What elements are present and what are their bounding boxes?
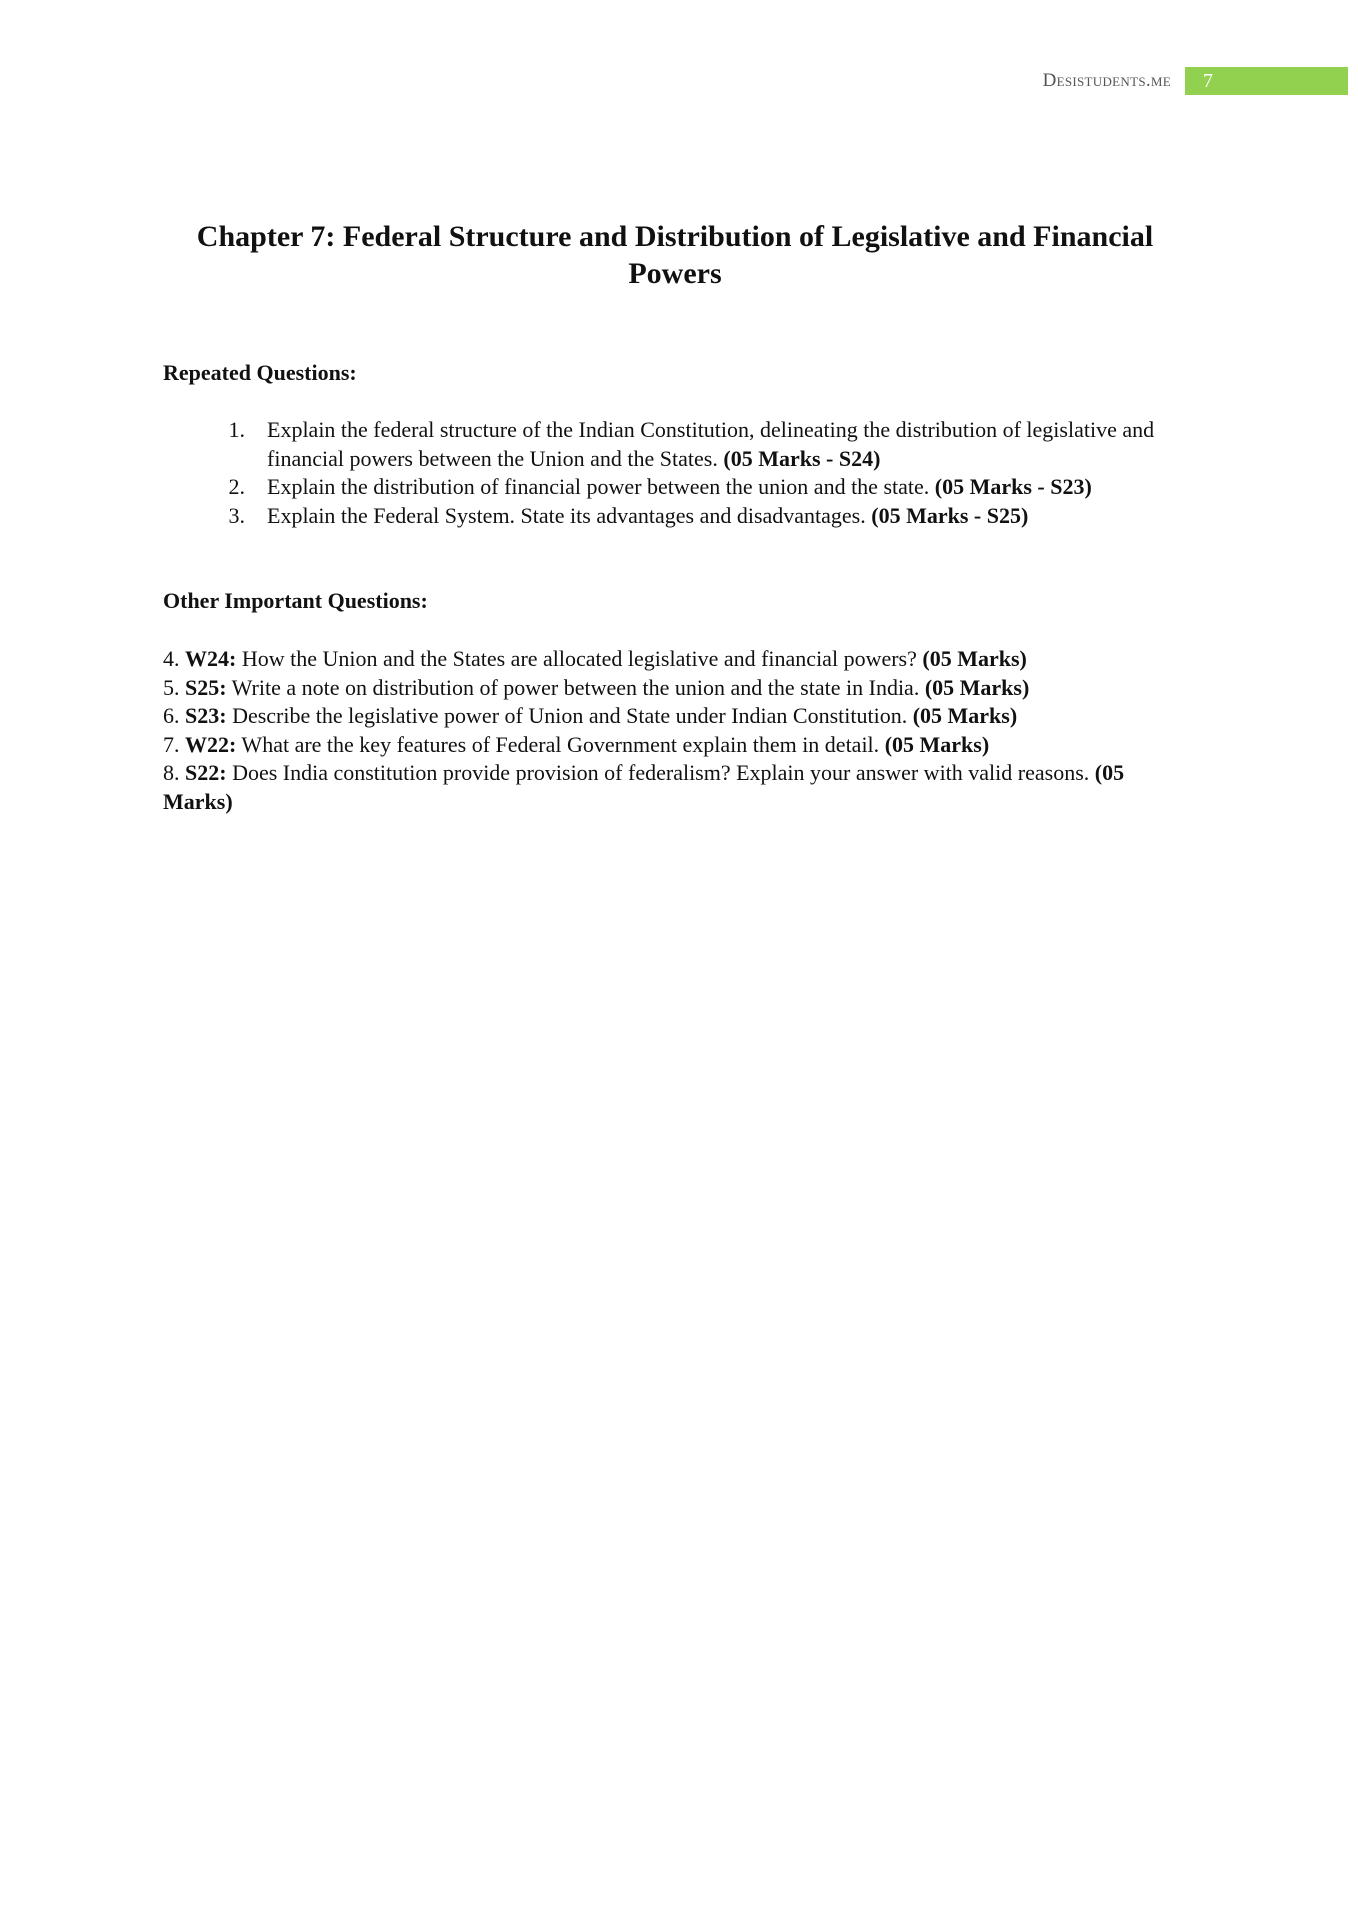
list-item xyxy=(163,473,1193,502)
question-text: Does India constitution provide provision of federalism? Explain your answer with valid reasons. xyxy=(226,760,1095,785)
list-item xyxy=(163,759,1173,816)
list-item xyxy=(163,674,1173,703)
marks-label: (05 Marks) xyxy=(922,646,1027,671)
page-header xyxy=(1043,67,1348,95)
other-questions-heading: Other Important Questions: xyxy=(163,588,428,613)
list-item xyxy=(163,416,1193,473)
item-number: 1. xyxy=(228,417,245,442)
exam-code: W24: xyxy=(185,646,237,671)
question-text: Describe the legislative power of Union and State under Indian Constitution. xyxy=(226,703,913,728)
marks-label: (05 Marks) xyxy=(912,703,1018,728)
site-name: Desistudents.me xyxy=(1042,70,1171,91)
question-text: Explain the Federal System. State its advantages and disadvantages. xyxy=(267,502,872,528)
question-text: What are the key features of Federal Government explain them in detail. xyxy=(236,731,885,757)
chapter-title: Chapter 7: Federal Structure and Distribution of Legislative and Financial Powers xyxy=(196,220,1154,290)
other-questions-list xyxy=(163,645,1173,816)
item-number: 3. xyxy=(228,502,245,528)
exam-code: S25: xyxy=(185,674,227,700)
marks-label: (05 Marks - S24) xyxy=(723,445,881,471)
page-number: 7 xyxy=(1185,67,1348,95)
repeated-questions-list xyxy=(163,416,1193,530)
question-text: How the Union and the States are allocated legislative and financial powers? xyxy=(236,646,923,671)
question-text: Explain the distribution of financial power between the union and the state. xyxy=(267,474,935,499)
exam-code: W22: xyxy=(185,731,237,757)
list-item xyxy=(163,702,1173,731)
list-item xyxy=(163,731,1173,760)
repeated-questions-heading: Repeated Questions: xyxy=(163,360,357,385)
item-number: 6. xyxy=(163,703,185,728)
item-number: 2. xyxy=(228,474,245,499)
item-number: 8. xyxy=(163,760,185,785)
question-text: Write a note on distribution of power between the union and the state in India. xyxy=(226,674,925,700)
item-number: 7. xyxy=(163,731,185,757)
exam-code: S22: xyxy=(185,760,227,785)
exam-code: S23: xyxy=(185,703,227,728)
marks-label: (05 Marks - S23) xyxy=(934,474,1092,499)
marks-label: (05 Marks) xyxy=(163,760,1125,814)
question-text: Explain the federal structure of the Indian Constitution, delineating the distribution of legislative and financial powers between the Union and the States. xyxy=(267,417,1155,471)
item-number: 4. xyxy=(163,646,185,671)
marks-label: (05 Marks - S25) xyxy=(871,502,1029,528)
list-item xyxy=(163,645,1173,674)
marks-label: (05 Marks) xyxy=(884,731,990,757)
marks-label: (05 Marks) xyxy=(924,674,1030,700)
list-item xyxy=(163,502,1193,531)
item-number: 5. xyxy=(163,674,185,700)
